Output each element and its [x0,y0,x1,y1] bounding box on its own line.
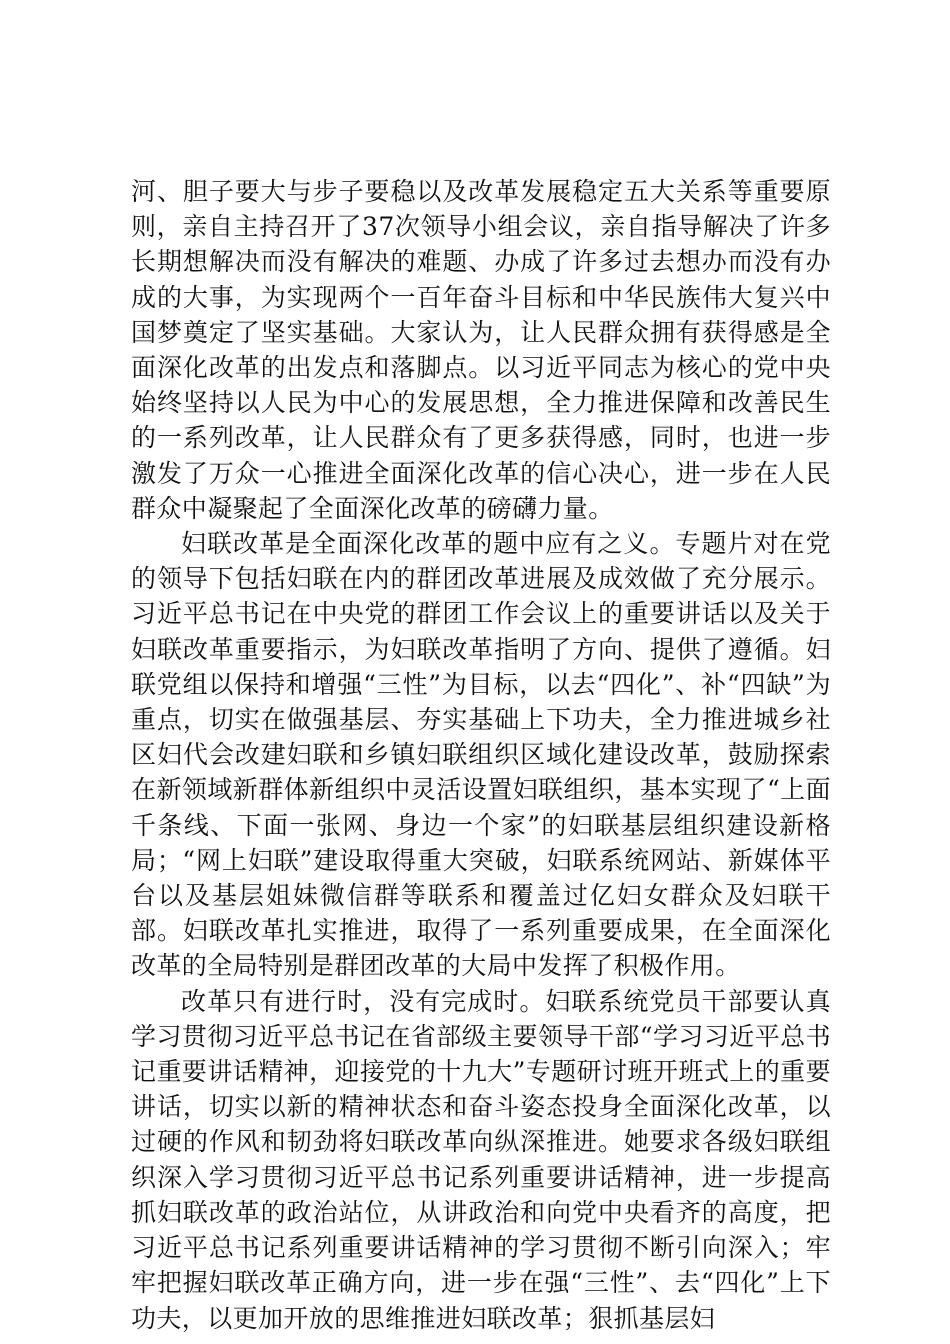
paragraph-2: 妇联改革是全面深化改革的题中应有之义。专题片对在党的领导下包括妇联在内的群团改革进展及成效做了充分展示。习近平总书记在中央党的群团工作会议上的重要讲话以及关于妇联改革重要指示，为妇联改革指明了方向、提供了遵循。妇联党组以保持和增强“三性”为目标，以去“四化”、补“四缺”为重点，切实在做强基层、夯实基础上下功夫，全力推进城乡社区妇代会改建妇联和乡镇妇联组织区域化建设改革，鼓励探索在新领域新群体新组织中灵活设置妇联组织，基本实现了“上面千条线、下面一张网、身边一个家”的妇联基层组织建设新格局；“网上妇联”建设取得重大突破，妇联系统网站、新媒体平台以及基层姐妹微信群等联系和覆盖过亿妇女群众及妇联干部。妇联改革扎实推进，取得了一系列重要成果，在全面深化改革的全局特别是群团改革的大局中发挥了积极作用。 [131,529,831,981]
paragraph-1: 河、胆子要大与步子要稳以及改革发展稳定五大关系等重要原则，亲自主持召开了37次领导小组会议，亲自指导解决了许多长期想解决而没有解决的难题、办成了许多过去想办而没有办成的大事，为实现两个一百年奋斗目标和中华民族伟大复兴中国梦奠定了坚实基础。大家认为，让人民群众拥有获得感是全面深化改革的出发点和落脚点。以习近平同志为核心的党中央始终坚持以人民为中心的发展思想，全力推进保障和改善民生的一系列改革，让人民群众有了更多获得感，同时，也进一步激发了万众一心推进全面深化改革的信心决心，进一步在人民群众中凝聚起了全面深化改革的磅礴力量。 [131,177,831,523]
document-body [131,174,831,1336]
paragraph-3: 改革只有进行时，没有完成时。妇联系统党员干部要认真学习贯彻习近平总书记在省部级主要领导干部“学习习近平总书记重要讲话精神，迎接党的十九大”专题研讨班开班式上的重要讲话，切实以新的精神状态和奋斗姿态投身全面深化改革，以过硬的作风和韧劲将妇联改革向纵深推进。她要求各级妇联组织深入学习贯彻习近平总书记系列重要讲话精神，进一步提高抓妇联改革的政治站位，从讲政治和向党中央看齐的高度，把习近平总书记系列重要讲话精神的学习贯彻不断引向深入；牢牢把握妇联改革正确方向，进一步在强“三性”、去“四化”上下功夫，以更加开放的思维推进妇联改革；狠抓基层妇 [131,986,831,1333]
